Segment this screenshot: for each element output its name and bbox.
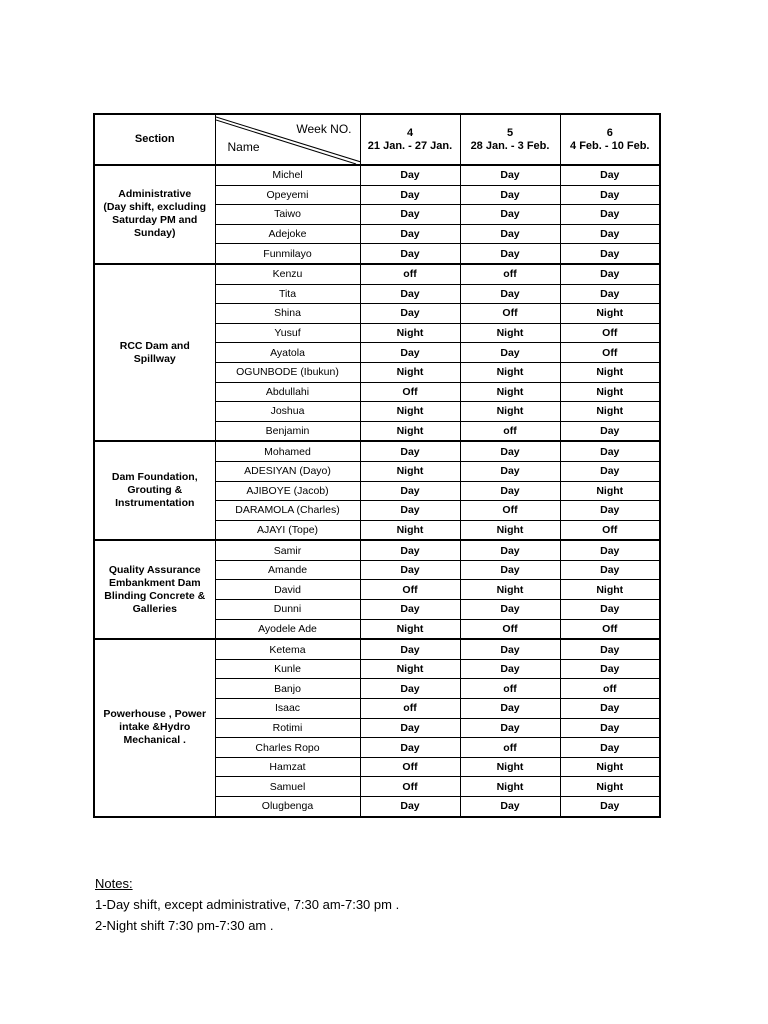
shift-cell: off [360, 699, 460, 719]
shift-cell: Day [560, 165, 660, 185]
shift-cell: Night [560, 304, 660, 324]
section-cell [94, 264, 215, 441]
shift-cell: Day [460, 699, 560, 719]
shift-cell: Night [460, 362, 560, 382]
section-line: Dam Foundation, [111, 471, 198, 484]
shift-cell: Day [560, 797, 660, 817]
shift-cell: off [460, 738, 560, 758]
shift-cell: Day [360, 540, 460, 560]
header-row [94, 114, 660, 165]
shift-cell: Day [460, 797, 560, 817]
employee-name: Dunni [215, 600, 360, 620]
week-number: 6 [606, 126, 613, 139]
shift-cell: Day [460, 224, 560, 244]
week-range: 21 Jan. - 27 Jan. [367, 139, 453, 152]
shift-cell: Day [460, 284, 560, 304]
shift-cell: Off [460, 304, 560, 324]
shift-cell: Off [460, 619, 560, 639]
shift-cell: Day [560, 639, 660, 659]
shift-cell: Night [560, 777, 660, 797]
week-header-4 [360, 114, 460, 165]
employee-name: Kenzu [215, 264, 360, 284]
shift-cell: Night [460, 580, 560, 600]
note-line: 1-Day shift, except administrative, 7:30 am-7:30 pm . [95, 897, 400, 912]
shift-cell: Day [460, 165, 560, 185]
shift-cell: Night [460, 757, 560, 777]
shift-cell: off [360, 264, 460, 284]
shift-cell: off [460, 679, 560, 699]
shift-cell: Night [360, 659, 460, 679]
shift-cell: Night [360, 421, 460, 441]
employee-name: Shina [215, 304, 360, 324]
shift-cell: Night [360, 619, 460, 639]
employee-name: Mohamed [215, 441, 360, 461]
employee-name: Isaac [215, 699, 360, 719]
shift-cell: Day [360, 284, 460, 304]
shift-cell: Day [560, 461, 660, 481]
section-line: Embankment Dam [108, 576, 201, 589]
shift-cell: Night [560, 382, 660, 402]
shift-cell: Night [560, 580, 660, 600]
shift-cell: Off [360, 382, 460, 402]
employee-name: DARAMOLA (Charles) [215, 501, 360, 521]
shift-cell: Day [360, 441, 460, 461]
section-line: Instrumentation [115, 497, 195, 510]
shift-cell: Day [360, 205, 460, 225]
shift-cell: Day [460, 244, 560, 264]
shift-cell: Night [460, 520, 560, 540]
shift-cell: Night [460, 382, 560, 402]
shift-cell: Day [560, 224, 660, 244]
employee-name: Charles Ropo [215, 738, 360, 758]
shift-cell: Day [360, 718, 460, 738]
shift-cell: Day [560, 540, 660, 560]
shift-cell: Day [360, 639, 460, 659]
shift-cell: Off [560, 323, 660, 343]
shift-cell: Day [560, 185, 660, 205]
shift-cell: Day [360, 481, 460, 501]
shift-cell: Day [560, 501, 660, 521]
shift-cell: Night [560, 362, 660, 382]
section-line: RCC Dam and Spillway [119, 339, 190, 365]
employee-name: Abdullahi [215, 382, 360, 402]
shift-cell: Day [460, 560, 560, 580]
shift-cell: Day [360, 679, 460, 699]
shift-cell: off [560, 679, 660, 699]
table-row [94, 264, 660, 284]
shift-cell: Day [460, 461, 560, 481]
shift-cell: Off [460, 501, 560, 521]
shift-cell: off [460, 421, 560, 441]
employee-name: Ayatola [215, 343, 360, 363]
employee-name: Yusuf [215, 323, 360, 343]
shift-cell: Day [360, 501, 460, 521]
table-row [94, 540, 660, 560]
table-row [94, 165, 660, 185]
shift-cell: Day [360, 600, 460, 620]
employee-name: Opeyemi [215, 185, 360, 205]
section-cell [94, 441, 215, 540]
employee-name: Adejoke [215, 224, 360, 244]
employee-name: Tita [215, 284, 360, 304]
shift-cell: Day [460, 185, 560, 205]
shift-cell: Night [360, 323, 460, 343]
week-header-5 [460, 114, 560, 165]
employee-name: David [215, 580, 360, 600]
employee-name: Amande [215, 560, 360, 580]
shift-cell: Day [460, 481, 560, 501]
employee-name: Hamzat [215, 757, 360, 777]
shift-cell: Day [560, 284, 660, 304]
shift-cell: Off [360, 777, 460, 797]
section-cell [94, 639, 215, 816]
note-line: 2-Night shift 7:30 pm-7:30 am . [95, 918, 274, 933]
shift-cell: Night [360, 461, 460, 481]
week-name-diagonal-header [215, 114, 360, 165]
employee-name: Michel [215, 165, 360, 185]
shift-cell: Day [460, 600, 560, 620]
shift-cell: Day [560, 560, 660, 580]
section-line: Powerhouse , Power [103, 708, 207, 721]
shift-cell: Day [560, 264, 660, 284]
shift-cell: Night [560, 757, 660, 777]
shift-cell: Off [560, 619, 660, 639]
employee-name: Ayodele Ade [215, 619, 360, 639]
shift-cell: Day [560, 421, 660, 441]
employee-name: Ketema [215, 639, 360, 659]
week-number: 4 [406, 126, 414, 139]
shift-cell: Day [560, 738, 660, 758]
employee-name: ADESIYAN (Dayo) [215, 461, 360, 481]
shift-cell: Night [460, 777, 560, 797]
section-line: (Day shift, excluding [103, 201, 207, 214]
employee-name: Funmilayo [215, 244, 360, 264]
week-range: 28 Jan. - 3 Feb. [470, 139, 550, 152]
shift-cell: Day [460, 718, 560, 738]
employee-name: AJIBOYE (Jacob) [215, 481, 360, 501]
shift-cell: Day [360, 343, 460, 363]
shift-cell: Night [560, 481, 660, 501]
shift-cell: Day [460, 343, 560, 363]
section-header: Section [94, 114, 215, 165]
shift-cell: Day [560, 718, 660, 738]
shift-cell: Day [360, 560, 460, 580]
employee-name: Rotimi [215, 718, 360, 738]
shift-cell: Off [360, 580, 460, 600]
shift-cell: Day [560, 659, 660, 679]
employee-name: Joshua [215, 402, 360, 422]
shift-cell: Night [460, 323, 560, 343]
shift-cell: Day [560, 699, 660, 719]
name-label: Name [227, 140, 260, 154]
shift-cell: Day [460, 441, 560, 461]
section-cell [94, 165, 215, 264]
shift-cell: Night [560, 402, 660, 422]
notes-title: Notes: [95, 876, 133, 891]
shift-cell: Night [360, 362, 460, 382]
employee-name: Samir [215, 540, 360, 560]
employee-name: OGUNBODE (Ibukun) [215, 362, 360, 382]
week-number-label: Week NO. [296, 122, 352, 136]
shift-cell: Day [460, 205, 560, 225]
section-cell [94, 540, 215, 639]
employee-name: Olugbenga [215, 797, 360, 817]
shift-schedule-table [93, 113, 661, 818]
shift-cell: Day [360, 797, 460, 817]
section-line: Mechanical . [123, 734, 186, 747]
week-header-6 [560, 114, 660, 165]
section-line: Administrative [118, 188, 192, 201]
section-line: Quality Assurance [108, 563, 201, 576]
section-line: Saturday PM and [112, 214, 198, 227]
section-line: Blinding Concrete & [104, 589, 206, 602]
employee-name: Samuel [215, 777, 360, 797]
section-line: Sunday) [134, 227, 176, 240]
shift-cell: Day [460, 659, 560, 679]
shift-cell: Day [560, 441, 660, 461]
shift-cell: Off [560, 343, 660, 363]
shift-cell: Day [560, 205, 660, 225]
table-row [94, 441, 660, 461]
shift-cell: Day [460, 540, 560, 560]
shift-cell: Day [460, 639, 560, 659]
employee-name: Kunle [215, 659, 360, 679]
shift-cell: Off [560, 520, 660, 540]
schedule-body [94, 165, 660, 817]
section-line: Galleries [132, 602, 177, 615]
shift-cell: Day [360, 185, 460, 205]
table-row [94, 639, 660, 659]
shift-cell: Night [460, 402, 560, 422]
shift-cell: Day [360, 165, 460, 185]
employee-name: Taiwo [215, 205, 360, 225]
shift-cell: Day [360, 304, 460, 324]
shift-cell: off [460, 264, 560, 284]
shift-cell: Day [560, 244, 660, 264]
shift-cell: Day [360, 244, 460, 264]
shift-cell: Day [560, 600, 660, 620]
shift-cell: Day [360, 224, 460, 244]
section-line: Grouting & [127, 484, 183, 497]
section-line: intake &Hydro [119, 721, 191, 734]
shift-cell: Day [360, 738, 460, 758]
shift-cell: Night [360, 520, 460, 540]
notes [95, 873, 399, 936]
employee-name: Banjo [215, 679, 360, 699]
employee-name: AJAYI (Tope) [215, 520, 360, 540]
week-number: 5 [506, 126, 514, 139]
employee-name: Benjamin [215, 421, 360, 441]
shift-cell: Off [360, 757, 460, 777]
shift-cell: Night [360, 402, 460, 422]
week-range: 4 Feb. - 10 Feb. [570, 139, 650, 152]
